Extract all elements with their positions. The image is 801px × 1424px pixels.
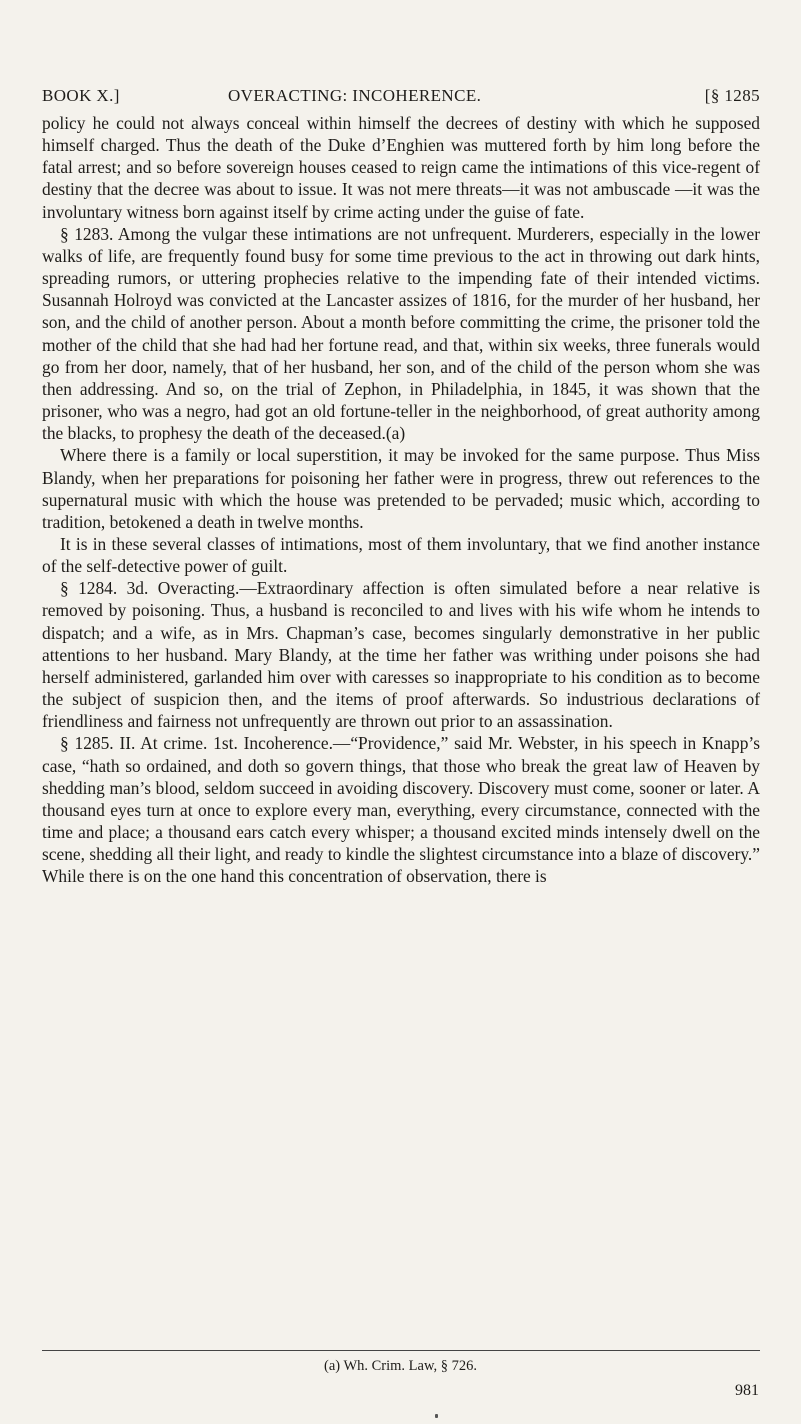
body-text <box>42 112 760 887</box>
paragraph: § 1283. Among the vulgar these intimations are not unfrequent. Murderers, especially in the lower walks of life, are frequently found busy for some time previous to the act in throwing out dark hints, spreading rumors, or uttering prophecies relative to the impending fate of their intended victims. Susannah Holroyd was convicted at the Lancaster assizes of 1816, for the murder of her husband, her son, and the child of another person. About a month before committing the crime, the prisoner told the mother of the child that she had had her fortune read, and that, within six weeks, three funerals would go from her door, namely, that of her husband, her son, and of the child of the person whom she was then addressing. And so, on the trial of Zephon, in Philadelphia, in 1845, it was shown that the prisoner, who was a negro, had got an old fortune-teller in the neighborhood, of great authority among the blacks, to prophesy the death of the deceased.(a) <box>42 223 760 444</box>
paragraph: policy he could not always conceal within himself the decrees of destiny with which he supposed himself charged. Thus the death of the Duke d’Enghien was muttered forth by him long before the fatal arrest; and so before sovereign houses ceased to reign came the intimations of this vice-regent of destiny that the decree was about to issue. It was not mere threats—it was not ambuscade —it was the involuntary witness born against itself by crime acting under the guise of fate. <box>42 113 760 222</box>
ink-speck <box>435 1414 438 1418</box>
paragraph: It is in these several classes of intimations, most of them involuntary, that we find another instance of the self-detective power of guilt. <box>42 533 760 577</box>
paragraph: § 1285. II. At crime. 1st. Incoherence.—“Providence,” said Mr. Webster, in his speech in Knapp’s case, “hath so ordained, and doth so govern things, that those who break the great law of Heaven by shedding man’s blood, seldom succeed in avoiding discovery. Discovery must come, sooner or later. A thousand eyes turn at once to explore every man, everything, every circumstance, connected with the time and place; a thousand ears catch every whisper; a thousand excited minds intensely dwell on the scene, shedding all their light, and ready to kindle the slightest circumstance into a blaze of discovery.” While there is on the one hand this concentration of observation, there is <box>42 733 760 887</box>
header-book-section: BOOK X.] <box>42 86 120 105</box>
paragraph: Where there is a family or local superstition, it may be invoked for the same purpose. Thus Miss Blandy, when her preparations for poisoning her father were in progress, threw out references to the supernatural music with which the house was pretended to be pervaded; music which, according to tradition, betokened a death in twelve months. <box>42 445 760 532</box>
footnote-divider <box>42 1350 760 1351</box>
header-section-number: [§ 1285 <box>704 86 760 105</box>
page-number: 981 <box>735 1382 759 1399</box>
running-header <box>42 86 760 110</box>
footnote: (a) Wh. Crim. Law, § 726. <box>323 1358 478 1374</box>
header-chapter-title: OVERACTING: INCOHERENCE. <box>228 86 482 105</box>
paragraph: § 1284. 3d. Overacting.—Extraordinary affection is often simulated before a near relative is removed by poisoning. Thus, a husband is reconciled to and lives with his wife whom he intends to dispatch; and a wife, as in Mrs. Chapman’s case, becomes singularly demonstrative in her public attentions to her husband. Mary Blandy, at the time her father was writhing under poisons she had herself administered, garlanded him over with caresses so inappropriate to his condition as to become the subject of suspicion then, and the items of proof afterwards. So industrious declarations of friendliness and fairness not unfrequently are thrown out prior to an assassination. <box>42 578 760 732</box>
